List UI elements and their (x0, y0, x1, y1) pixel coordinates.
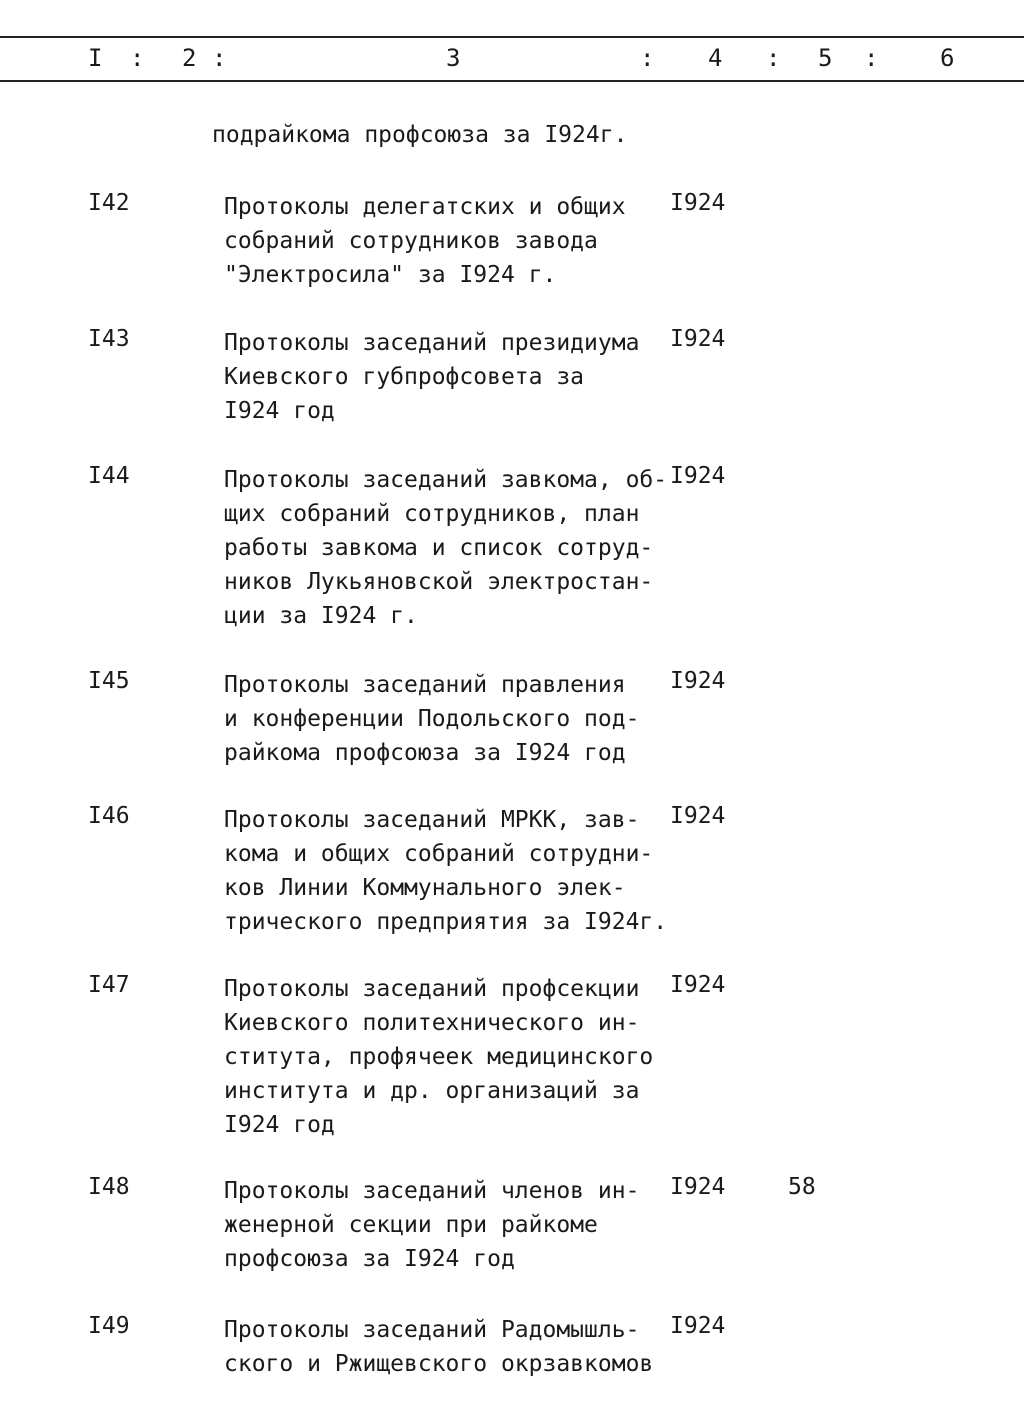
entry-title-line: женерной секции при райкоме (224, 1212, 598, 1238)
entry-number: I48 (88, 1174, 130, 1200)
entry-title (224, 463, 668, 633)
entry-year: I924 (670, 803, 726, 829)
entry-title-line: Протоколы заседаний Радомышль- (224, 1317, 640, 1343)
entry-title-line: I924 год (224, 398, 335, 424)
header-separator: : (130, 44, 145, 72)
entry-title-line: I924 год (224, 1112, 335, 1138)
entry-title-line: Протоколы заседаний правления (224, 672, 626, 698)
entry-title-line: ции за I924 г. (224, 603, 418, 629)
entry-title (224, 972, 664, 1142)
entry-title (224, 1313, 664, 1381)
entry-title (224, 803, 668, 939)
entry-pages: 58 (788, 1174, 816, 1200)
entry-title (224, 326, 664, 428)
entry-year: I924 (670, 326, 726, 352)
entry-title-line: "Электросила" за I924 г. (224, 262, 557, 288)
entry-title-line: щих собраний сотрудников, план (224, 501, 640, 527)
header-col-2: 2 (182, 44, 197, 72)
entry-title-line: собраний сотрудников завода (224, 228, 598, 254)
entry-year: I924 (670, 1174, 726, 1200)
header-col-6: 6 (940, 44, 955, 72)
header-col-4: 4 (708, 44, 723, 72)
entry-year: I924 (670, 1313, 726, 1339)
entry-year: I924 (670, 190, 726, 216)
entry-title (224, 668, 664, 770)
header-separator: : (864, 44, 879, 72)
entry-number: I43 (88, 326, 130, 352)
entry-year: I924 (670, 463, 726, 489)
entry-title-line: ников Лукьяновской электростан- (224, 569, 654, 595)
entry-title-line: Киевского губпрофсовета за (224, 364, 585, 390)
entry-title-line: Киевского политехнического ин- (224, 1010, 640, 1036)
entry-title-line: института и др. организаций за (224, 1078, 640, 1104)
entry-year: I924 (670, 972, 726, 998)
entry-title (224, 190, 664, 292)
header-separator: : (766, 44, 781, 72)
entry-title-line: ского и Ржищевского окрзавкомов (224, 1351, 654, 1377)
continuation-line: подрайкома профсоюза за I924г. (212, 122, 628, 148)
header-bottom-rule (0, 80, 1024, 82)
entry-number: I49 (88, 1313, 130, 1339)
entry-number: I44 (88, 463, 130, 489)
entry-title-line: и конференции Подольского под- (224, 706, 640, 732)
entry-title-line: райкома профсоюза за I924 год (224, 740, 626, 766)
entry-number: I45 (88, 668, 130, 694)
header-top-rule (0, 36, 1024, 38)
header-separator: : (212, 44, 227, 72)
entry-title (224, 1174, 664, 1276)
header-separator: : (640, 44, 655, 72)
entry-title-line: Протоколы делегатских и общих (224, 194, 626, 220)
entry-title-line: Протоколы заседаний президиума (224, 330, 640, 356)
entry-title-line: профсоюза за I924 год (224, 1246, 515, 1272)
header-col-3: 3 (446, 44, 461, 72)
entry-number: I46 (88, 803, 130, 829)
header-col-5: 5 (818, 44, 833, 72)
entry-title-line: трического предприятия за I924г. (224, 909, 668, 935)
entry-number: I42 (88, 190, 130, 216)
entry-title-line: Протоколы заседаний завкома, об- (224, 467, 668, 493)
entry-year: I924 (670, 668, 726, 694)
entry-title-line: Протоколы заседаний профсекции (224, 976, 640, 1002)
entry-number: I47 (88, 972, 130, 998)
entry-title-line: ков Линии Коммунального элек- (224, 875, 626, 901)
entry-title-line: Протоколы заседаний МРКК, зав- (224, 807, 640, 833)
entry-title-line: кома и общих собраний сотрудни- (224, 841, 654, 867)
entry-title-line: работы завкома и список сотруд- (224, 535, 654, 561)
entry-title-line: Протоколы заседаний членов ин- (224, 1178, 640, 1204)
entry-title-line: ститута, профячеек медицинского (224, 1044, 654, 1070)
header-col-1: I (88, 44, 103, 72)
